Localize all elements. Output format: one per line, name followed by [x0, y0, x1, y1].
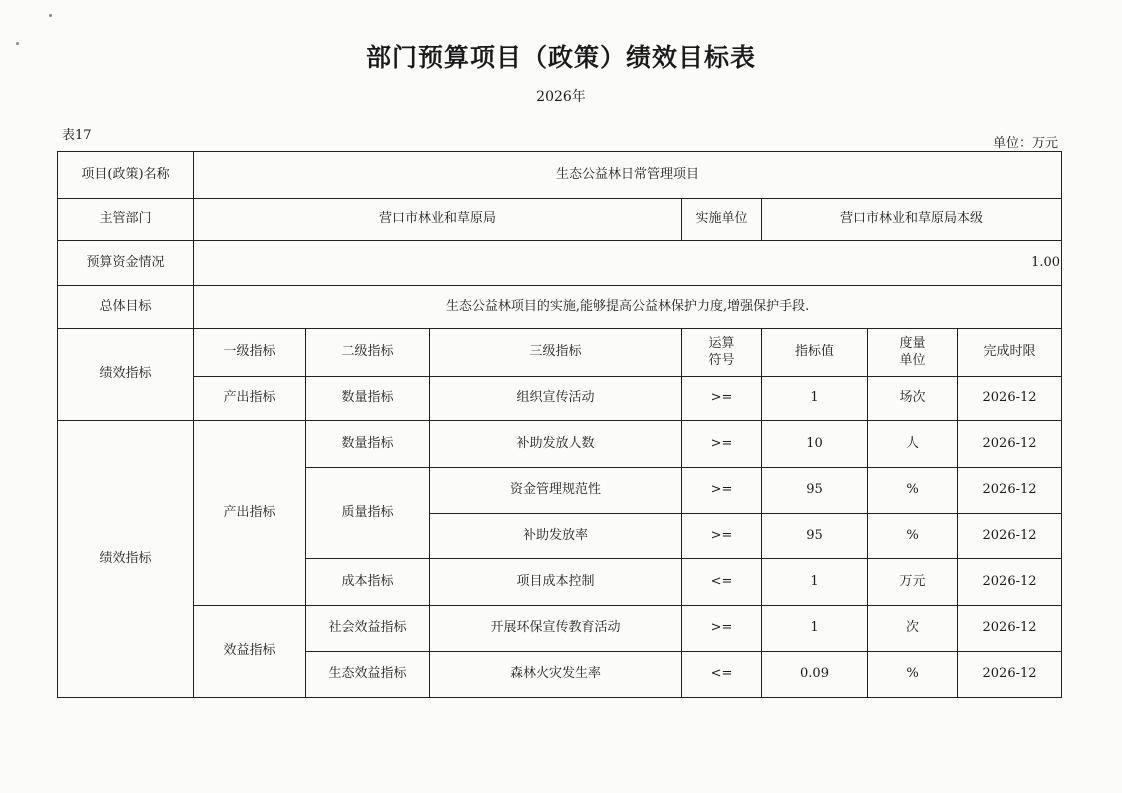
table-row [58, 421, 1062, 468]
impl-value: 营口市林业和草原局本级 [762, 199, 1062, 241]
dept-value: 营口市林业和草原局 [194, 199, 682, 241]
level2-cell: 成本指标 [306, 559, 430, 606]
page-title: 部门预算项目（政策）绩效目标表 [365, 43, 756, 72]
unit-label: 单位：万元 [992, 136, 1058, 151]
op-header: 运算符号 [682, 329, 762, 377]
goal-label: 总体目标 [58, 286, 194, 329]
unit-cell: 万元 [868, 559, 958, 606]
op-cell: >= [682, 377, 762, 421]
project-name-value: 生态公益林日常管理项目 [194, 152, 1062, 199]
table-row [58, 199, 1062, 241]
deadline-cell: 2026-12 [958, 421, 1062, 468]
op-cell: >= [682, 514, 762, 559]
op-cell: >= [682, 421, 762, 468]
level3-cell: 项目成本控制 [430, 559, 682, 606]
level2-header: 二级指标 [306, 329, 430, 377]
level3-cell: 补助发放人数 [430, 421, 682, 468]
level1-cell: 产出指标 [194, 421, 306, 606]
deadline-cell: 2026-12 [958, 468, 1062, 514]
level1-header: 一级指标 [194, 329, 306, 377]
deadline-header: 完成时限 [958, 329, 1062, 377]
value-cell: 10 [762, 421, 868, 468]
deadline-cell: 2026-12 [958, 514, 1062, 559]
table-row [58, 241, 1062, 286]
budget-value: 1.00 [194, 241, 1062, 286]
year-label: 2026年 [536, 89, 586, 105]
unit-cell: % [868, 514, 958, 559]
level3-cell: 森林火灾发生率 [430, 652, 682, 698]
deadline-cell: 2026-12 [958, 559, 1062, 606]
level3-cell: 开展环保宣传教育活动 [430, 606, 682, 652]
deadline-cell: 2026-12 [958, 606, 1062, 652]
unit-cell: % [868, 468, 958, 514]
level3-cell: 资金管理规范性 [430, 468, 682, 514]
scan-speck [49, 14, 52, 17]
level3-cell: 组织宣传活动 [430, 377, 682, 421]
level3-cell: 补助发放率 [430, 514, 682, 559]
level1-cell: 效益指标 [194, 606, 306, 698]
value-cell: 1 [762, 606, 868, 652]
level2-cell: 生态效益指标 [306, 652, 430, 698]
level2-cell: 社会效益指标 [306, 606, 430, 652]
table-number: 表17 [62, 128, 92, 143]
unit-header: 度量单位 [868, 329, 958, 377]
perf-label: 绩效指标 [58, 421, 194, 698]
goal-value: 生态公益林项目的实施,能够提高公益林保护力度,增强保护手段. [194, 286, 1062, 329]
value-cell: 95 [762, 468, 868, 514]
value-cell: 95 [762, 514, 868, 559]
level2-cell: 数量指标 [306, 377, 430, 421]
op-cell: <= [682, 559, 762, 606]
deadline-cell: 2026-12 [958, 377, 1062, 421]
impl-label: 实施单位 [682, 199, 762, 241]
dept-label: 主管部门 [58, 199, 194, 241]
value-cell: 1 [762, 559, 868, 606]
level3-header: 三级指标 [430, 329, 682, 377]
table-row [58, 606, 1062, 652]
budget-label: 预算资金情况 [58, 241, 194, 286]
project-name-label: 项目(政策)名称 [58, 152, 194, 199]
op-cell: <= [682, 652, 762, 698]
perf-label: 绩效指标 [58, 329, 194, 421]
deadline-cell: 2026-12 [958, 652, 1062, 698]
value-header: 指标值 [762, 329, 868, 377]
level2-cell: 质量指标 [306, 468, 430, 559]
header-row [58, 329, 1062, 377]
table-row [58, 286, 1062, 329]
unit-cell: 场次 [868, 377, 958, 421]
unit-cell: 次 [868, 606, 958, 652]
table-row [58, 152, 1062, 199]
level1-cell: 产出指标 [194, 377, 306, 421]
level2-cell: 数量指标 [306, 421, 430, 468]
performance-table [57, 151, 1062, 698]
table-row [58, 377, 1062, 421]
unit-cell: 人 [868, 421, 958, 468]
op-cell: >= [682, 468, 762, 514]
op-cell: >= [682, 606, 762, 652]
unit-cell: % [868, 652, 958, 698]
value-cell: 0.09 [762, 652, 868, 698]
value-cell: 1 [762, 377, 868, 421]
